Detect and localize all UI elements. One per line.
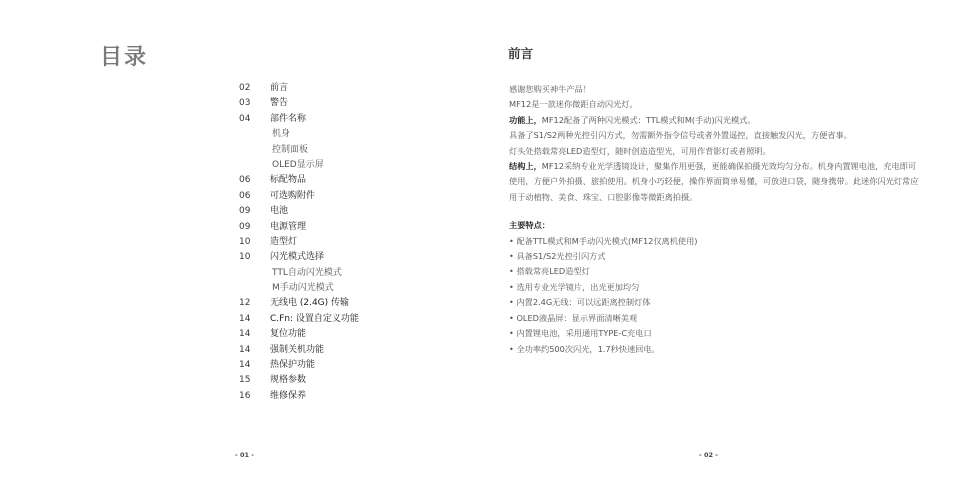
feature-item: • 全功率约500次闪光，1.7秒快速回电。 xyxy=(509,342,919,357)
toc-item xyxy=(239,220,359,235)
page-number-left: - 01 - xyxy=(235,451,254,459)
toc-page-number: 09 xyxy=(239,221,251,232)
toc-label: OLED显示屏 xyxy=(272,159,324,170)
toc-label: 热保护功能 xyxy=(270,360,316,371)
feature-item: • OLED液晶屏：显示界面清晰美观 xyxy=(509,311,919,326)
preface-paragraph xyxy=(509,82,919,97)
toc-item xyxy=(239,343,359,358)
toc-item xyxy=(239,189,359,204)
toc-page-number: 14 xyxy=(239,344,251,355)
toc-label: 部件名称 xyxy=(270,113,307,124)
toc-page-number: 10 xyxy=(239,252,251,263)
paragraph-text: MF12是一款迷你微距自动闪光灯。 xyxy=(509,99,638,110)
paragraph-text: 具备了S1/S2两种光控引闪方式，勿需额外指令信号或者外置遥控，直接触发闪光，方便省事。 xyxy=(509,130,852,141)
toc-label: 机身 xyxy=(272,129,291,140)
toc-item xyxy=(239,235,359,250)
toc-subitem xyxy=(239,127,359,142)
toc-page-number: 12 xyxy=(239,298,251,309)
toc-page-number: 03 xyxy=(239,98,251,109)
toc-subitem xyxy=(239,158,359,173)
toc-label: 电源管理 xyxy=(270,221,307,232)
toc-label: C.Fn: 设置自定义功能 xyxy=(270,313,359,324)
features-list xyxy=(509,234,919,357)
paragraph-text: MF12采纳专业光学透镜设计，聚集作用更强，更能确保拍摄光效均匀分布。机身内置锂电池，充电即可使用，方便户外拍摄、旅拍使用。机身小巧轻便，操作界面简单易懂，可放进口袋，随身携带。此迷你闪光灯常应用于动植物、美食、珠宝、口腔影像等微距离拍摄。 xyxy=(509,161,919,202)
paragraph-lead: 结构上， xyxy=(509,161,542,172)
toc-item xyxy=(239,112,359,127)
feature-item: • 内置2.4G无线：可以远距离控制灯体 xyxy=(509,295,919,310)
feature-item: • 内置锂电池，采用通用TYPE-C充电口 xyxy=(509,326,919,341)
feature-item: • 具备S1/S2光控引闪方式 xyxy=(509,249,919,264)
right-page xyxy=(477,0,954,491)
toc-item xyxy=(239,327,359,342)
toc-label: 造型灯 xyxy=(270,236,298,247)
toc-page-number: 16 xyxy=(239,390,251,401)
toc-label: 闪光模式选择 xyxy=(270,252,325,263)
toc-item xyxy=(239,173,359,188)
toc-item xyxy=(239,389,359,404)
toc-item xyxy=(239,296,359,311)
toc-page-number: 15 xyxy=(239,375,251,386)
toc-item xyxy=(239,373,359,388)
table-of-contents xyxy=(239,81,359,404)
toc-label: 控制面板 xyxy=(272,144,309,155)
toc-page-number: 10 xyxy=(239,236,251,247)
preface-paragraph xyxy=(509,159,919,205)
paragraph-text: 灯头处搭载常亮LED造型灯，随时创造造型光，可用作背影灯或者照明。 xyxy=(509,145,771,156)
toc-item xyxy=(239,312,359,327)
toc-label: 规格参数 xyxy=(270,375,307,386)
paragraph-lead: 功能上， xyxy=(509,114,542,125)
toc-item xyxy=(239,96,359,111)
toc-label: TTL自动闪光模式 xyxy=(272,267,342,278)
toc-item xyxy=(239,81,359,96)
toc-page-number: 14 xyxy=(239,329,251,340)
toc-label: 电池 xyxy=(270,206,289,217)
toc-label: M手动闪光模式 xyxy=(272,283,334,294)
preface-paragraph xyxy=(509,97,919,112)
toc-label: 可选购附件 xyxy=(270,190,316,201)
feature-item: • 选用专业光学镜片，出光更加均匀 xyxy=(509,280,919,295)
paragraph-text: 感谢您购买神牛产品！ xyxy=(509,84,591,94)
toc-item xyxy=(239,204,359,219)
features-title: 主要特点： xyxy=(509,220,550,231)
toc-label: 维修保养 xyxy=(270,390,307,401)
toc-page-number: 09 xyxy=(239,206,251,217)
feature-item: • 配备TTL模式和M手动闪光模式(MF12仅离机使用) xyxy=(509,234,919,249)
toc-subitem xyxy=(239,266,359,281)
toc-page-number: 14 xyxy=(239,313,251,324)
toc-label: 复位功能 xyxy=(270,329,307,340)
toc-label: 警告 xyxy=(270,98,289,109)
toc-subitem xyxy=(239,143,359,158)
toc-page-number: 06 xyxy=(239,175,251,186)
preface-paragraph xyxy=(509,128,919,143)
preface-title: 前言 xyxy=(508,46,534,61)
toc-label: 标配物品 xyxy=(270,175,307,186)
toc-label: 前言 xyxy=(270,83,289,93)
toc-page-number: 04 xyxy=(239,113,251,124)
toc-item xyxy=(239,250,359,265)
preface-body xyxy=(509,82,919,357)
toc-page-number: 06 xyxy=(239,190,251,201)
paragraph-text: MF12配备了两种闪光模式：TTL模式和M(手动)闪光模式。 xyxy=(541,114,756,125)
toc-page-number: 14 xyxy=(239,360,251,371)
preface-paragraph xyxy=(509,144,919,159)
toc-title: 目录 xyxy=(100,45,149,70)
toc-label: 无线电 (2.4G) 传输 xyxy=(270,298,350,309)
toc-subitem xyxy=(239,281,359,296)
toc-item xyxy=(239,358,359,373)
preface-paragraph xyxy=(509,113,919,128)
toc-page-number: 02 xyxy=(239,83,251,93)
page-number-right: - 02 - xyxy=(699,451,718,459)
feature-item: • 搭载常亮LED造型灯 xyxy=(509,264,919,279)
toc-label: 强制关机功能 xyxy=(270,344,325,355)
preface-paragraphs xyxy=(509,82,919,205)
